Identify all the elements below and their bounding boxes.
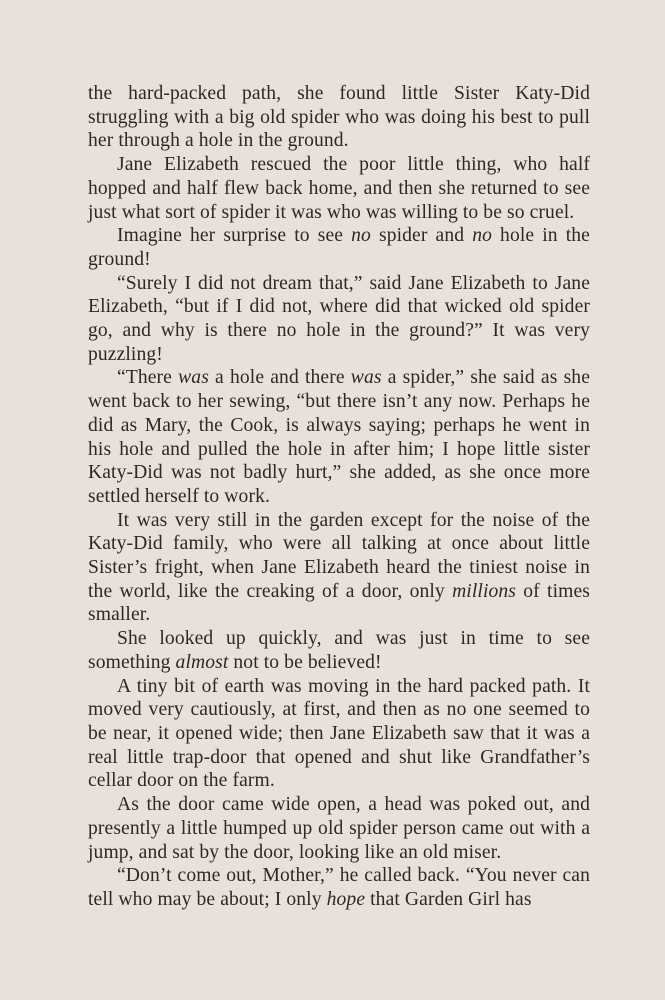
paragraph bbox=[88, 793, 590, 864]
text-run: of times smaller. bbox=[88, 580, 590, 626]
text-run: Imagine her surprise to see bbox=[117, 225, 352, 247]
text-run: “There bbox=[117, 367, 179, 389]
text-run: not to be believed! bbox=[228, 651, 382, 673]
text-run: the hard-packed path, she found little Sister Katy-Did struggling with a big old spider who was doing his best to pull her through a hole in the ground. bbox=[88, 83, 590, 152]
paragraph bbox=[88, 153, 590, 224]
paragraph bbox=[88, 675, 590, 794]
emphasis-text: was bbox=[350, 367, 382, 389]
text-run: A tiny bit of earth was moving in the hard packed path. It moved very cautiously, at first, and then as no one seemed to be near, it opened wide; then Jane Elizabeth saw that it was a real little trap-door that opened and shut like Grandfather’s cellar door on the farm. bbox=[88, 675, 590, 792]
emphasis-text: millions bbox=[452, 580, 517, 602]
text-run: “Don’t come out, Mother,” he called back. “You never can tell who may be about; I only bbox=[88, 865, 590, 910]
paragraph bbox=[88, 82, 590, 153]
paragraph bbox=[88, 864, 590, 911]
text-run: hole in the ground! bbox=[88, 225, 590, 270]
emphasis-text: no bbox=[472, 225, 492, 247]
text-run: “Surely I did not dream that,” said Jane Elizabeth to Jane Elizabeth, “but if I did not, where did that wicked old spider go, and why is there no hole in the ground?” It was very puzzling! bbox=[88, 272, 590, 365]
paragraph bbox=[88, 509, 590, 628]
paragraph bbox=[88, 272, 590, 367]
text-run: that Garden Girl has bbox=[365, 888, 532, 910]
emphasis-text: hope bbox=[326, 888, 366, 910]
emphasis-text: no bbox=[351, 225, 371, 247]
text-run: spider and bbox=[370, 225, 473, 247]
paragraph bbox=[88, 224, 590, 271]
text-run: As the door came wide open, a head was poked out, and presently a little humped up old spider person came out with a jump, and sat by the door, looking like an old miser. bbox=[88, 794, 590, 863]
text-run: Jane Elizabeth rescued the poor little thing, who half hopped and half flew back home, and then she returned to see just what sort of spider it was who was willing to be so cruel. bbox=[88, 154, 590, 223]
paragraph bbox=[88, 627, 590, 674]
text-run: She looked up quickly, and was just in time to see something bbox=[88, 628, 590, 673]
text-run: It was very still in the garden except for the noise of the Katy-Did family, who were all talking at once about little Sister’s fright, when Jane Elizabeth heard the tiniest noise in the world, like the creaking of a door, only bbox=[88, 509, 590, 602]
text-run: a hole and there bbox=[208, 367, 351, 389]
emphasis-text: was bbox=[178, 367, 209, 389]
body-text bbox=[88, 82, 590, 912]
text-run: a spider,” she said as she went back to her sewing, “but there isn’t any now. Perhaps he did as Mary, the Cook, is always saying; perhaps he went in his hole and pulled the hole in after him; I hope little sister Katy-Did was not badly hurt,” she added, as she once more settled herself to work. bbox=[88, 367, 590, 507]
paragraph bbox=[88, 366, 590, 508]
emphasis-text: almost bbox=[175, 651, 229, 673]
